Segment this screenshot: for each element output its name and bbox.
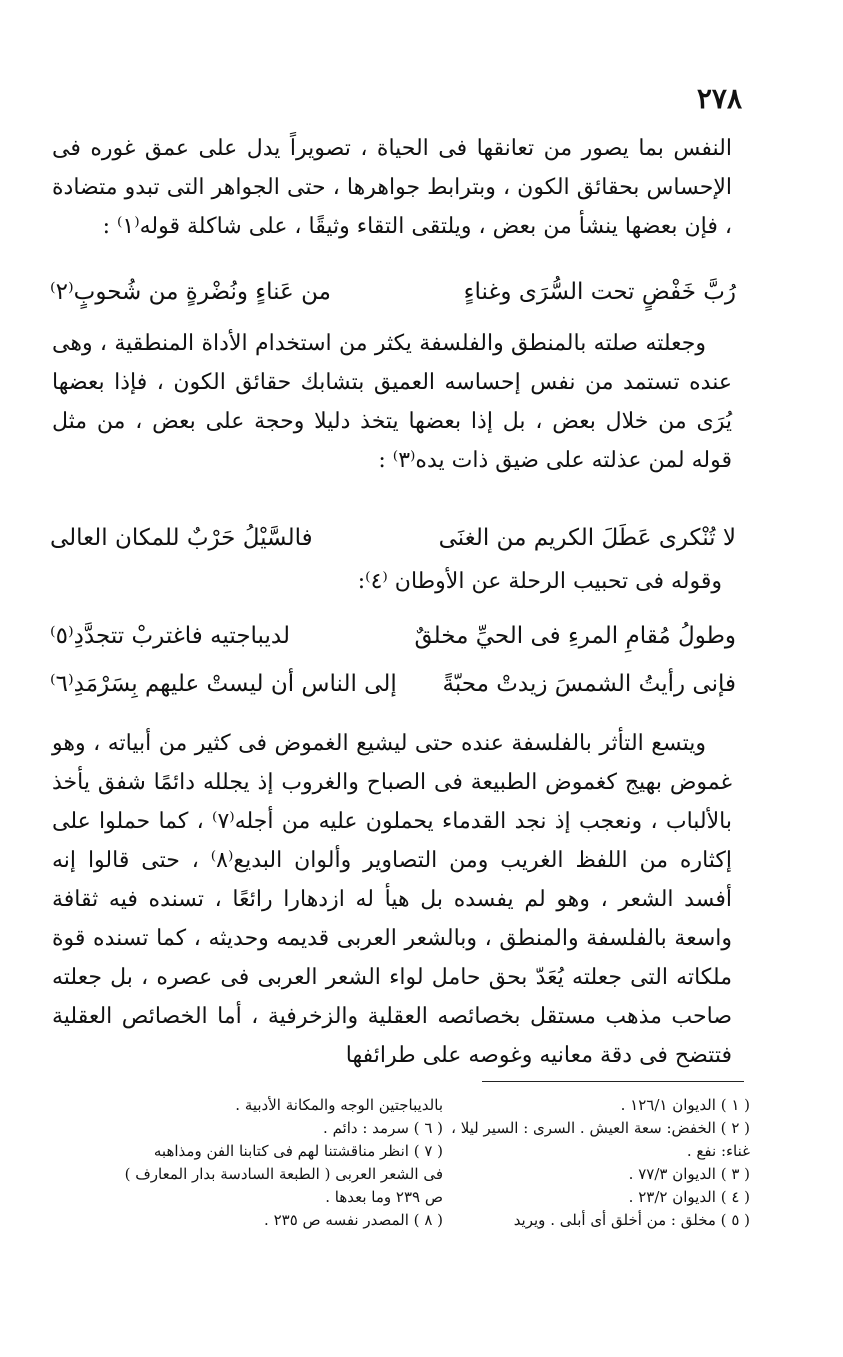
verse-first-hemistich: رُبَّ خَفْضٍ تحت السُّرَى وغناءٍ xyxy=(463,279,736,305)
footnote-line: بالديباجتين الوجه والمكانة الأدبية . xyxy=(235,1096,443,1114)
footnotes-right-column xyxy=(450,1094,750,1232)
verse-line xyxy=(50,518,736,558)
paragraph-philosophy xyxy=(52,724,732,1075)
paragraph-text: ويتسع التأثر بالفلسفة عنده حتى ليشيع الغموض فى كثير من أبياته ، وهو غموض بهيج كغموض الطبيعة فى الصباح والغروب إذ يجلله دائمًا شفق يأخذ بالألباب ، ونعجب إذ نجد القدماء يحملون عليه من أجله⁽٧⁾ ، كما حملوا على إكثاره من اللفظ الغريب ومن التصاوير وألوان البديع⁽٨⁾ ، حتى قالوا إنه أفسد الشعر ، وهو لم يفسده بل هيأ له ازدهارا رائعًا ، تسنده فيه ثقافة واسعة بالفلسفة والمنطق ، وبالشعر العربى قديمه وحديثه ، كما تسنده قوة ملكاته التى جعلته يُعَدّ بحق حامل لواء الشعر العربى فى عصره ، بل جعلته صاحب مذهب مستقل بخصائصه العقلية والزخرفية ، أما الخصائص العقلية فتتضح فى دقة معانيه وغوصه على طرائفها xyxy=(52,731,732,1068)
paragraph-text: النفس بما يصور من تعانقها فى الحياة ، تصويراً يدل على عمق غوره فى الإحساس بحقائق الكون ، وبترابط جواهرها ، حتى الجواهر التى تبدو متضادة ، فإن بعضها ينشأ من بعض ، ويلتقى التقاء وثيقًا ، على شاكلة قوله⁽١⁾ : xyxy=(52,136,732,239)
verse-line xyxy=(50,664,736,704)
paragraph-logic xyxy=(52,324,732,480)
verse-line xyxy=(50,272,736,312)
verse-first-hemistich: لا تُنْكرى عَطَلَ الكريم من الغنَى xyxy=(438,525,736,551)
footnote-line: ( ٤ ) الديوان ٢٣/٢ . xyxy=(628,1188,750,1206)
verse-first-hemistich: وطولُ مُقامِ المرءِ فى الحيِّ مخلقٌ xyxy=(414,623,736,649)
verse-second-hemistich: لديباجتيه فاغتربْ تتجدَّدِ⁽٥⁾ xyxy=(50,623,290,649)
verse-lead-in: وقوله فى تحبيب الرحلة عن الأوطان ⁽٤⁾: xyxy=(357,569,722,594)
footnote-line: ( ٧ ) انظر مناقشتنا لهم فى كتابنا الفن ومذاهبه xyxy=(153,1142,443,1160)
verse-second-hemistich: فالسَّيْلُ حَرْبٌ للمكان العالى xyxy=(50,525,313,551)
page-number: ٢٧٨ xyxy=(696,82,742,115)
footnote-line: ( ١ ) الديوان ١٢٦/١ . xyxy=(620,1096,750,1114)
footnote-line: ( ٨ ) المصدر نفسه ص ٢٣٥ . xyxy=(264,1211,443,1229)
paragraph-intro xyxy=(52,129,732,246)
footnote-line: ( ٦ ) سرمد : دائم . xyxy=(323,1119,443,1137)
footnote-line: ( ٢ ) الخفض: سعة العيش . السرى : السير ليلا ، xyxy=(451,1119,750,1137)
verse-line xyxy=(50,616,736,656)
verse-second-hemistich: من عَناءٍ ونُضْرةٍ من شُحوبٍ⁽٢⁾ xyxy=(50,279,331,305)
verse-second-hemistich: إلى الناس أن ليستْ عليهم بِسَرْمَدِ⁽٦⁾ xyxy=(50,671,397,697)
verse-first-hemistich: فإنى رأيتُ الشمسَ زيدتْ محبّةً xyxy=(442,671,736,697)
paragraph-text: وجعلته صلته بالمنطق والفلسفة يكثر من استخدام الأداة المنطقية ، وهى عنده تستمد من نفس إحساسه العميق بتشابك حقائق الكون ، فإذا بعضها يُرَى من خلال بعض ، بل إذا بعضها يتخذ دليلا وحجة على بعض ، من مثل قوله لمن عذلته على ضيق ذات يده⁽٣⁾ : xyxy=(52,331,732,473)
footnote-line: غناء: نفع . xyxy=(686,1142,750,1160)
footnotes-left-column xyxy=(125,1094,443,1232)
footnote-line: ( ٣ ) الديوان ٧٧/٣ . xyxy=(628,1165,750,1183)
footnote-line: ( ٥ ) مخلق : من أخلق أى أبلى . ويريد xyxy=(513,1211,750,1229)
footnote-line: ص ٢٣٩ وما بعدها . xyxy=(325,1188,443,1206)
footnote-divider xyxy=(482,1081,744,1082)
footnote-line: فى الشعر العربى ( الطبعة السادسة بدار المعارف ) xyxy=(124,1165,443,1183)
